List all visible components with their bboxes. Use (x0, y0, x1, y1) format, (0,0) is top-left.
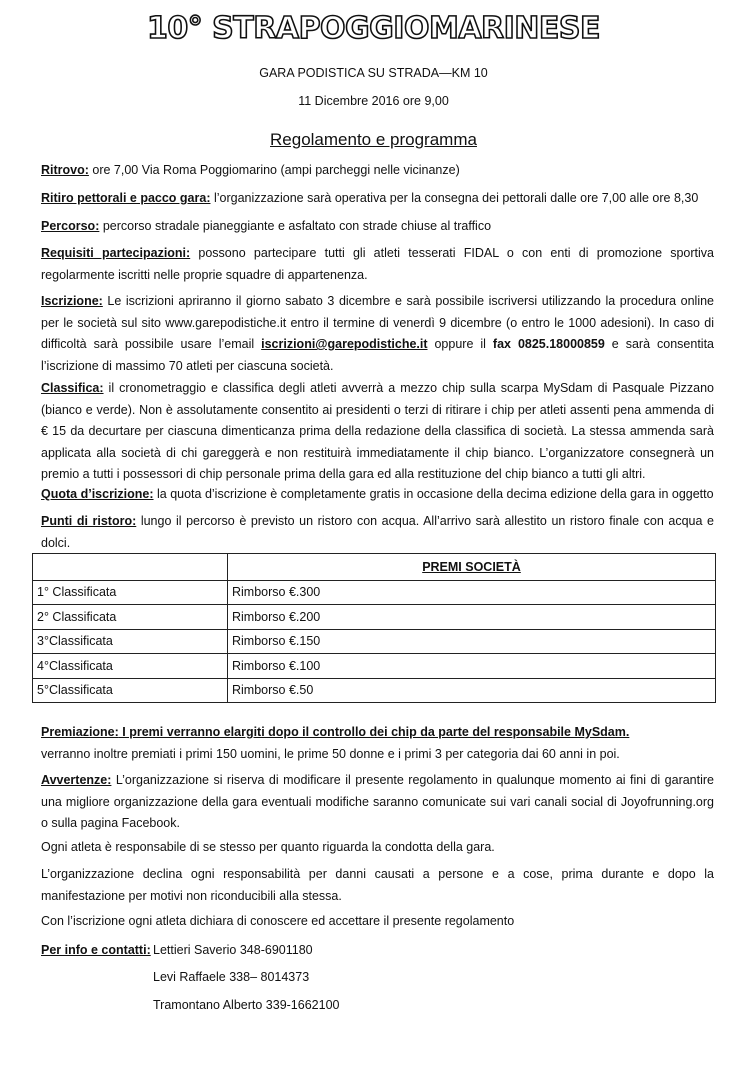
prize-table (32, 553, 716, 703)
contact-person: Tramontano Alberto 339-1662100 (153, 998, 340, 1012)
quota-label: Quota d’iscrizione: (41, 487, 154, 501)
premiazione-label: Premiazione: (41, 725, 119, 739)
premiazione-paragraph (41, 722, 714, 765)
ritrovo-label: Ritrovo: (41, 163, 89, 177)
prize-table-header-empty (33, 554, 228, 581)
contatti-label: Per info e contatti: (41, 943, 151, 957)
requisiti-paragraph (41, 243, 714, 286)
avvertenze-label: Avvertenze: (41, 773, 112, 787)
classifica-text: il cronometraggio e classifica degli atleti avverrà a mezzo chip sulla scarpa MySdam di Pasquale Pizzano (bianco e verde). Non è assolutamente consentito ai presidenti o terzi di ritirare i chip per atleti assenti pena ammenda di € 15 da decurtare per ciascuna dimenticanza prima della redazione della classifica di società. La stessa ammenda sarà applicata alla società di chi gareggerà e non restituirà immediatamente il chip bianco. L’organizzatore consegnerà un premio a tutti i possessori di chip personale prima della gara ed alla restituzione del chip bianco a tutti gli altri. (41, 381, 714, 481)
requisiti-label: Requisiti partecipazioni: (41, 246, 191, 260)
table-row (33, 605, 716, 630)
responsabile-paragraph: Ogni atleta è responsabile di se stesso per quanto riguarda la condotta della gara. (41, 840, 495, 854)
prize-amount: Rimborso €.200 (228, 605, 716, 630)
race-subtitle: GARA PODISTICA SU STRADA—KM 10 (259, 66, 488, 80)
ristoro-text: lungo il percorso è previsto un ristoro con acqua. All’arrivo sarà allestito un ristoro finale con acqua e dolci. (41, 514, 714, 550)
classifica-paragraph (41, 378, 714, 486)
iscrizione-fax: fax 0825.18000859 (492, 337, 605, 351)
iscrizione-paragraph (41, 291, 714, 377)
premiazione-bold-text: I premi verranno elargiti dopo il controllo dei chip da parte del responsabile MySdam. (118, 725, 630, 739)
dichiara-paragraph: Con l’iscrizione ogni atleta dichiara di conoscere ed accettare il presente regolamento (41, 914, 515, 928)
quota-paragraph (41, 484, 714, 506)
percorso-label: Percorso: (41, 219, 100, 233)
prize-place: 5°Classificata (33, 678, 228, 703)
document-title: 10° STRAPOGGIOMARINESE (146, 11, 601, 46)
table-row (33, 654, 716, 679)
race-date: 11 Dicembre 2016 ore 9,00 (298, 94, 449, 108)
declina-paragraph: L’organizzazione declina ogni responsabilità per danni causati a persone e a cose, prima durante e dopo la manifestazione per motivi non riconducibili alla stessa. (41, 867, 714, 903)
prize-amount: Rimborso €.300 (228, 580, 716, 605)
ritrovo-paragraph (41, 160, 714, 182)
ritrovo-text: ore 7,00 Via Roma Poggiomarino (ampi parcheggi nelle vicinanze) (88, 163, 460, 177)
avvertenze-paragraph (41, 770, 714, 835)
table-row (33, 580, 716, 605)
prize-table-header-row (33, 554, 716, 581)
avvertenze-text: L’organizzazione si riserva di modificare il presente regolamento in qualunque momento ai fini di garantire una migliore organizzazione della gara eventuali modifiche saranno comunicate sui vari canali social di Joyofrunning.org o sulla pagina Facebook. (41, 773, 714, 830)
quota-text: la quota d’iscrizione è completamente gratis in occasione della decima edizione della gara in oggetto (153, 487, 714, 501)
ristoro-label: Punti di ristoro: (41, 514, 137, 528)
table-row (33, 678, 716, 703)
classifica-label: Classifica: (41, 381, 104, 395)
prize-place: 3°Classificata (33, 629, 228, 654)
iscrizione-email[interactable]: iscrizioni@garepodistiche.it (261, 337, 428, 351)
prize-amount: Rimborso €.100 (228, 654, 716, 679)
prize-amount: Rimborso €.150 (228, 629, 716, 654)
percorso-text: percorso stradale pianeggiante e asfaltato con strade chiuse al traffico (99, 219, 492, 233)
table-row (33, 629, 716, 654)
iscrizione-text-3: e sarà consentita l’iscrizione di massimo 70 atleti per ciascuna società. (41, 337, 714, 373)
prize-place: 2° Classificata (33, 605, 228, 630)
ritiro-paragraph (41, 188, 714, 210)
contact-person: Lettieri Saverio 348-6901180 (153, 943, 313, 957)
section-heading: Regolamento e programma (270, 130, 477, 149)
ristoro-paragraph (41, 511, 714, 554)
percorso-paragraph (41, 216, 714, 238)
iscrizione-text-1: Le iscrizioni apriranno il giorno sabato 3 dicembre e sarà possibile iscriversi utilizzando la procedura online per le società sul sito www.garepodistiche.it entro il termine di venerdì 9 dicembre (o entro le 1000 adesioni). In caso di difficoltà sarà possibile usare l’email (41, 294, 714, 351)
iscrizione-text-2: oppure il (427, 337, 493, 351)
prize-place: 1° Classificata (33, 580, 228, 605)
prize-place: 4°Classificata (33, 654, 228, 679)
ritiro-label: Ritiro pettorali e pacco gara: (41, 191, 211, 205)
prize-table-header: PREMI SOCIETÀ (228, 554, 716, 581)
contact-person: Levi Raffaele 338– 8014373 (153, 970, 310, 984)
iscrizione-label: Iscrizione: (41, 294, 103, 308)
ritiro-text: l’organizzazione sarà operativa per la consegna dei pettorali dalle ore 7,00 alle ore 8,30 (210, 191, 699, 205)
prize-amount: Rimborso €.50 (228, 678, 716, 703)
premiazione-text: verranno inoltre premiati i primi 150 uomini, le prime 50 donne e i primi 3 per categoria dai 60 anni in poi. (41, 746, 620, 761)
requisiti-text: possono partecipare tutti gli atleti tesserati FIDAL o con enti di promozione sportiva regolarmente iscritti nelle proprie squadre di appartenenza. (41, 246, 714, 282)
